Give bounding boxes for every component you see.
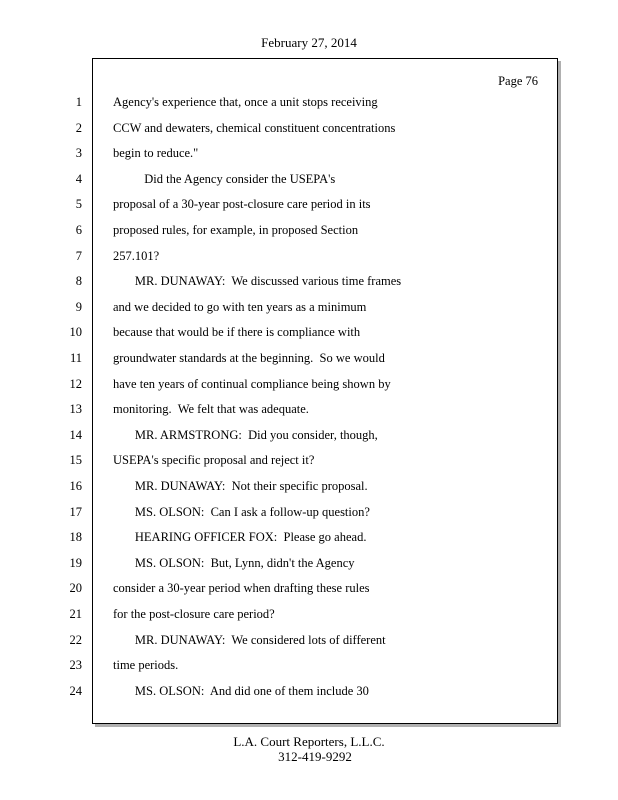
line-number: 5: [75, 197, 82, 212]
line-number: 14: [69, 427, 82, 442]
transcript-line: MR. ARMSTRONG: Did you consider, though,: [113, 427, 378, 442]
line-number: 13: [69, 402, 82, 417]
line-number: 10: [69, 325, 82, 340]
line-number: 7: [75, 248, 82, 263]
line-number: 15: [69, 453, 82, 468]
line-number: 6: [75, 223, 82, 237]
reporter-phone: 312-419-9292: [278, 749, 352, 764]
line-number: 22: [69, 632, 82, 647]
line-number: 8: [75, 274, 82, 289]
line-number: 21: [69, 607, 82, 621]
transcript-line: because that would be if there is compliance with: [113, 325, 361, 340]
transcript-line: HEARING OFFICER FOX: Please go ahead.: [113, 530, 367, 545]
line-number: 11: [69, 351, 82, 365]
line-number: 24: [69, 683, 82, 698]
line-number: 2: [75, 120, 82, 135]
reporter-company: L.A. Court Reporters, L.L.C.: [233, 734, 385, 749]
transcript-line: have ten years of continual compliance being shown by: [113, 376, 391, 391]
transcript-line: MR. DUNAWAY: Not their specific proposal.: [113, 479, 368, 493]
line-number: 9: [75, 299, 82, 314]
transcript-line: Did the Agency consider the USEPA's: [113, 171, 336, 186]
transcript-line: MR. DUNAWAY: We considered lots of different: [113, 632, 386, 647]
line-number: 16: [69, 479, 82, 493]
transcript-line: consider a 30-year period when drafting these rules: [113, 581, 370, 596]
line-number: 4: [75, 171, 82, 186]
line-number: 12: [69, 376, 82, 391]
transcript-line: CCW and dewaters, chemical constituent concentrations: [113, 120, 396, 135]
transcript-line: MR. DUNAWAY: We discussed various time frames: [113, 274, 402, 289]
transcript-line: proposed rules, for example, in proposed Section: [113, 223, 359, 237]
line-number: 20: [69, 581, 82, 596]
transcript-line: monitoring. We felt that was adequate.: [113, 402, 309, 417]
transcript-line: 257.101?: [113, 248, 160, 263]
line-number: 19: [69, 555, 82, 570]
transcript-line: and we decided to go with ten years as a minimum: [113, 299, 367, 314]
line-number: 1: [75, 95, 82, 109]
transcript-line: MS. OLSON: But, Lynn, didn't the Agency: [113, 555, 355, 570]
transcript-line: proposal of a 30-year post-closure care period in its: [113, 197, 371, 212]
line-number: 17: [69, 504, 82, 519]
transcript-line: USEPA's specific proposal and reject it?: [113, 453, 315, 468]
transcript-line: Agency's experience that, once a unit stops receiving: [113, 95, 378, 109]
line-number: 3: [75, 146, 82, 161]
transcript-line: MS. OLSON: And did one of them include 30: [113, 683, 369, 698]
transcript-line: begin to reduce.": [113, 146, 199, 161]
transcript-line: time periods.: [113, 658, 179, 673]
transcript-line: groundwater standards at the beginning. So we would: [113, 351, 385, 365]
line-number: 23: [69, 658, 82, 673]
transcript-line: for the post-closure care period?: [113, 607, 275, 621]
page-number: Page 76: [498, 74, 538, 88]
transcript-line: MS. OLSON: Can I ask a follow-up question?: [113, 504, 370, 519]
transcript-date: February 27, 2014: [261, 35, 357, 50]
line-number: 18: [69, 530, 82, 545]
